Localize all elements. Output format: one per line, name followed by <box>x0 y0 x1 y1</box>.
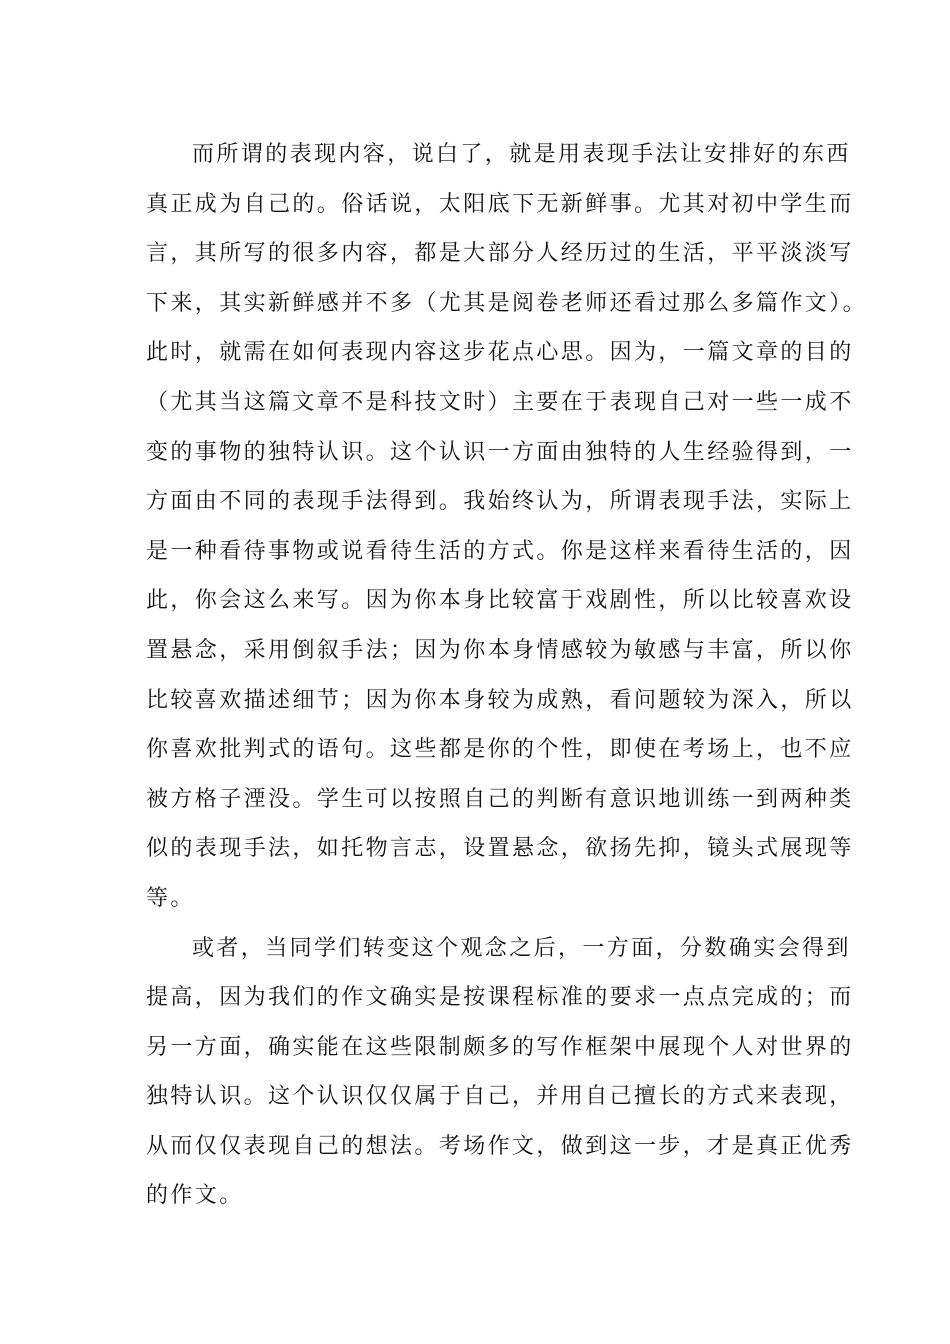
text-line: 被方格子湮没。学生可以按照自己的判断有意识地训练一到两种类 <box>146 786 854 812</box>
text-line: 而所谓的表现内容，说白了，就是用表现手法让安排好的东西 <box>192 142 851 167</box>
text-line: 另一方面，确实能在这些限制颇多的写作框架中展现个人对世界的 <box>146 1034 854 1060</box>
text-line: 你喜欢批判式的语句。这些都是你的个性，即使在考场上，也不应 <box>146 737 854 763</box>
text-line: 此，你会这么来写。因为你本身比较富于戏剧性，所以比较喜欢设 <box>146 588 854 614</box>
text-line: 或者，当同学们转变这个观念之后，一方面，分数确实会得到 <box>192 935 851 961</box>
text-line: 是一种看待事物或说看待生活的方式。你是这样来看待生活的，因 <box>146 538 854 564</box>
text-line: 从而仅仅表现自己的想法。考场作文，做到这一步，才是真正优秀 <box>146 1133 854 1159</box>
text-line: 真正成为自己的。俗话说，太阳底下无新鲜事。尤其对初中学生而 <box>146 191 854 217</box>
text-line: 下来，其实新鲜感并不多（尤其是阅卷老师还看过那么多篇作文）。 <box>146 290 868 316</box>
text-line: 似的表现手法，如托物言志，设置悬念，欲扬先抑，镜头式展现等 <box>146 836 854 862</box>
document-body <box>146 130 868 1221</box>
text-line: 方面由不同的表现手法得到。我始终认为，所谓表现手法，实际上 <box>146 489 854 515</box>
text-line: 的作文。 <box>146 1183 244 1209</box>
text-line: 置悬念，采用倒叙手法；因为你本身情感较为敏感与丰富，所以你 <box>146 637 854 663</box>
text-line: 言，其所写的很多内容，都是大部分人经历过的生活，平平淡淡写 <box>146 241 854 267</box>
text-line: （尤其当这篇文章不是科技文时）主要在于表现自己对一些一成不 <box>146 389 854 415</box>
paragraph-2 <box>146 924 854 1222</box>
text-line: 比较喜欢描述细节；因为你本身较为成熟，看问题较为深入，所以 <box>146 687 854 713</box>
paragraph-1 <box>146 130 868 924</box>
text-line: 变的事物的独特认识。这个认识一方面由独特的人生经验得到，一 <box>146 439 854 465</box>
text-line: 此时，就需在如何表现内容这步花点心思。因为，一篇文章的目的 <box>146 340 854 366</box>
text-line: 独特认识。这个认识仅仅属于自己，并用自己擅长的方式来表现， <box>146 1084 854 1110</box>
text-line: 等。 <box>146 885 195 911</box>
text-line: 提高，因为我们的作文确实是按课程标准的要求一点点完成的；而 <box>146 985 854 1011</box>
